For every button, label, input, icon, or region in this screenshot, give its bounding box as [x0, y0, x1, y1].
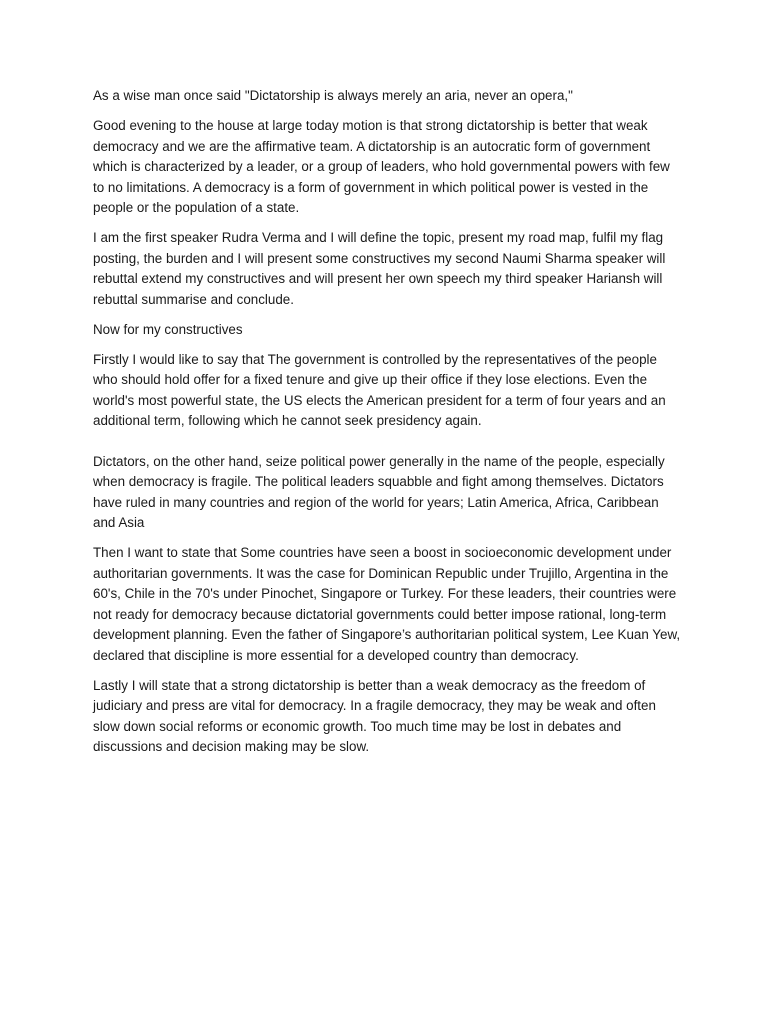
- constructives-heading-paragraph: Now for my constructives: [93, 321, 243, 337]
- dictators-paragraph: Dictators, on the other hand, seize political power generally in the name of the people, especially when democracy is fragile. The political leaders squabble and fight among themselves. Dictators have ruled in many countries and region of the world for years; Latin America, Africa, Caribbean and Asia: [93, 453, 665, 530]
- first-constructive-paragraph: Firstly I would like to say that The government is controlled by the representatives of the people who should hold offer for a fixed tenure and give up their office if they lose elections. Even the world's most powerful state, the US elects the American president for a term of four years and an additional term, following which he cannot seek presidency again.: [93, 351, 666, 428]
- second-constructive-paragraph: Then I want to state that Some countries have seen a boost in socioeconomic development under authoritarian governments. It was the case for Dominican Republic under Trujillo, Argentina in the 60's, Chile in the 70's under Pinochet, Singapore or Turkey. For these leaders, their countries were not ready for democracy because dictatorial governments could better impose rational, long-term development planning. Even the father of Singapore’s authoritarian political system, Lee Kuan Yew, declared that discipline is more essential for a developed country than democracy.: [93, 545, 681, 663]
- speaker-roadmap-paragraph: I am the first speaker Rudra Verma and I will define the topic, present my road map, fulfil my flag posting, the burden and I will present some constructives my second Naumi Sharma speaker will rebuttal extend my constructives and will present her own speech my third speaker Hariansh will rebuttal summarise and conclude.: [93, 230, 666, 307]
- opening-quote-paragraph: As a wise man once said "Dictatorship is always merely an aria, never an opera,": [93, 88, 573, 103]
- final-constructive-paragraph: Lastly I will state that a strong dictatorship is better than a weak democracy as the freedom of judiciary and press are vital for democracy. In a fragile democracy, they may be weak and often slow down social reforms or economic growth. Too much time may be lost in debates and discussions and decision making may be slow.: [93, 677, 656, 754]
- document-page: [93, 86, 683, 767]
- introduction-paragraph: Good evening to the house at large today motion is that strong dictatorship is better that weak democracy and we are the affirmative team. A dictatorship is an autocratic form of government which is characterized by a leader, or a group of leaders, who hold governmental powers with few to no limitations. A democracy is a form of government in which political power is vested in the people or the population of a state.: [93, 118, 670, 215]
